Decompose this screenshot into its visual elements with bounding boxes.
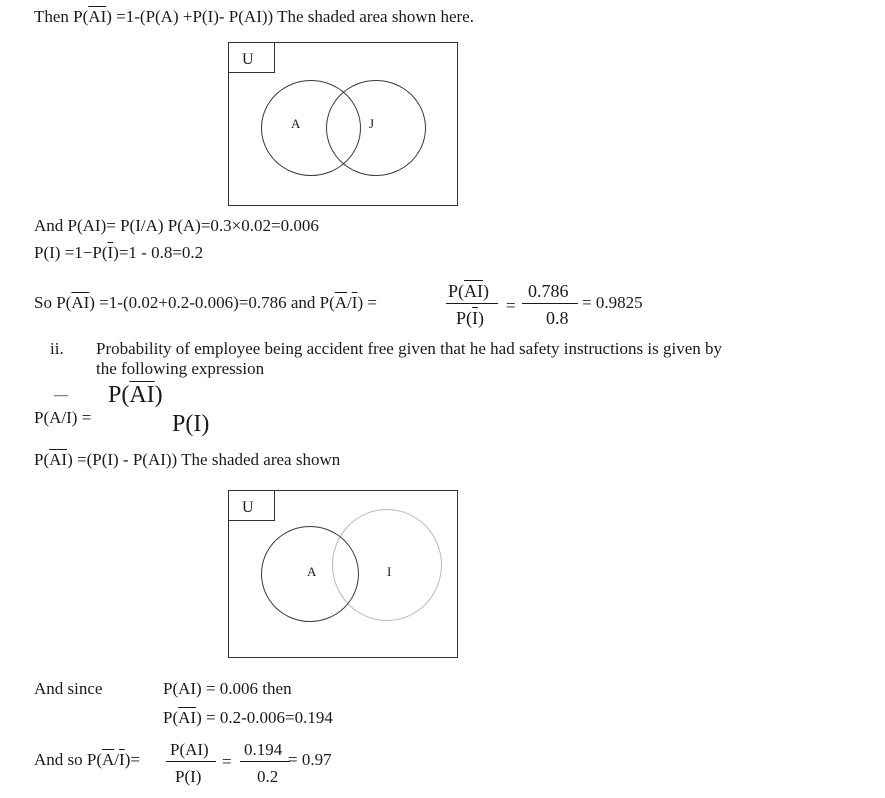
- text: Then P(: [34, 7, 89, 26]
- text: ) =: [357, 293, 377, 312]
- venn-diagram-1: [228, 42, 458, 206]
- fraction-1-denominator: [456, 309, 484, 327]
- fraction-2-numerator: 0.786: [528, 281, 569, 301]
- text: And so P(: [34, 750, 103, 769]
- expr-numerator: [108, 383, 163, 407]
- overlined-text: $\overline{AI}$: [129, 382, 155, 408]
- text: )=: [124, 750, 140, 769]
- text: P(: [34, 450, 50, 469]
- line-5: [34, 451, 340, 468]
- universe-box: [229, 491, 275, 521]
- text: P(I) =1−P(: [34, 243, 108, 262]
- set-a-label: A: [291, 116, 301, 131]
- set-j-label: J: [369, 116, 375, 131]
- item-text-line-1: Probability of employee being accident free given that he had safety instructions is given by: [96, 339, 722, 358]
- text: P(: [108, 382, 130, 408]
- overlined-text: $\overline{AI}$: [49, 450, 68, 469]
- text: So P(: [34, 293, 72, 312]
- since-line-2: [163, 709, 333, 726]
- final-fraction-1-numerator: P(AI): [170, 740, 209, 759]
- overlined-text: $\overline{AI}$: [71, 293, 90, 312]
- text: /: [347, 293, 352, 312]
- overlined-text: $\overline{I}$: [351, 293, 358, 312]
- text: ): [154, 382, 163, 408]
- fraction-2-bar: [522, 303, 578, 304]
- final-fraction-2-numerator: 0.194: [244, 740, 283, 759]
- final-fraction-1-bar: [166, 761, 216, 762]
- overlined-text: $\overline{I}$: [119, 750, 125, 769]
- fraction-1-bar: [446, 303, 498, 304]
- equals-sign: =: [506, 296, 516, 315]
- text: ) =1-(0.02+0.2-0.006)=0.786 and P(: [89, 293, 335, 312]
- text: P(: [456, 308, 473, 328]
- line-3: [34, 244, 203, 261]
- overlined-text: $\overline{AI}$: [464, 281, 484, 301]
- universe-label: U: [242, 499, 254, 516]
- final-text: [34, 751, 140, 768]
- item-marker: ii.: [50, 339, 64, 358]
- venn-diagram-2: [228, 490, 458, 658]
- expr-lhs: P(A/I) =: [34, 408, 92, 427]
- since-label: And since: [34, 679, 103, 698]
- since-line-1: P(AI) = 0.006 then: [163, 679, 292, 698]
- expr-denominator: P(I): [172, 411, 210, 437]
- overlined-text: $\overline{I}$: [472, 308, 479, 328]
- text: P(: [448, 281, 465, 301]
- text: ): [483, 281, 490, 301]
- fraction-1-numerator: [448, 282, 489, 300]
- text: ) =(P(I) - P(AI)) The shaded area shown: [67, 450, 341, 469]
- final-fraction-2-bar: [240, 761, 290, 762]
- text: ) =1-(P(A) +P(I)- P(AI)) The shaded area shown here.: [106, 7, 474, 26]
- overlined-text: $\overline{A}$: [334, 293, 348, 312]
- set-a-label: A: [307, 564, 317, 579]
- universe-box: [229, 43, 275, 73]
- text: ) = 0.2-0.006=0.194: [196, 708, 333, 727]
- text: )=1 - 0.8=0.2: [113, 243, 204, 262]
- overlined-text: $\overline{AI}$: [88, 7, 107, 26]
- overlined-text: $\overline{I}$: [107, 243, 114, 262]
- line-1: [34, 8, 474, 25]
- final-fraction-1-denominator: P(I): [175, 767, 202, 786]
- overlined-text: $\overline{A}$: [102, 750, 115, 769]
- line-2: And P(AI)= P(I/A) P(A)=0.3×0.02=0.006: [34, 216, 319, 235]
- final-equals: =: [222, 752, 232, 771]
- circle-j: [326, 80, 426, 176]
- text: P(: [163, 708, 179, 727]
- set-i-label: I: [387, 564, 392, 579]
- expr-bar-mark: —: [54, 388, 68, 403]
- final-fraction-2-denominator: 0.2: [257, 767, 279, 786]
- result: = 0.9825: [582, 293, 643, 312]
- universe-label: U: [242, 51, 254, 68]
- line-4-text: [34, 294, 377, 311]
- overlined-text: $\overline{AI}$: [178, 708, 197, 727]
- final-result: = 0.97: [288, 750, 332, 769]
- item-text-line-2: the following expression: [96, 359, 265, 378]
- text: /: [114, 750, 120, 769]
- text: ): [478, 308, 485, 328]
- fraction-2-denominator: 0.8: [546, 308, 569, 328]
